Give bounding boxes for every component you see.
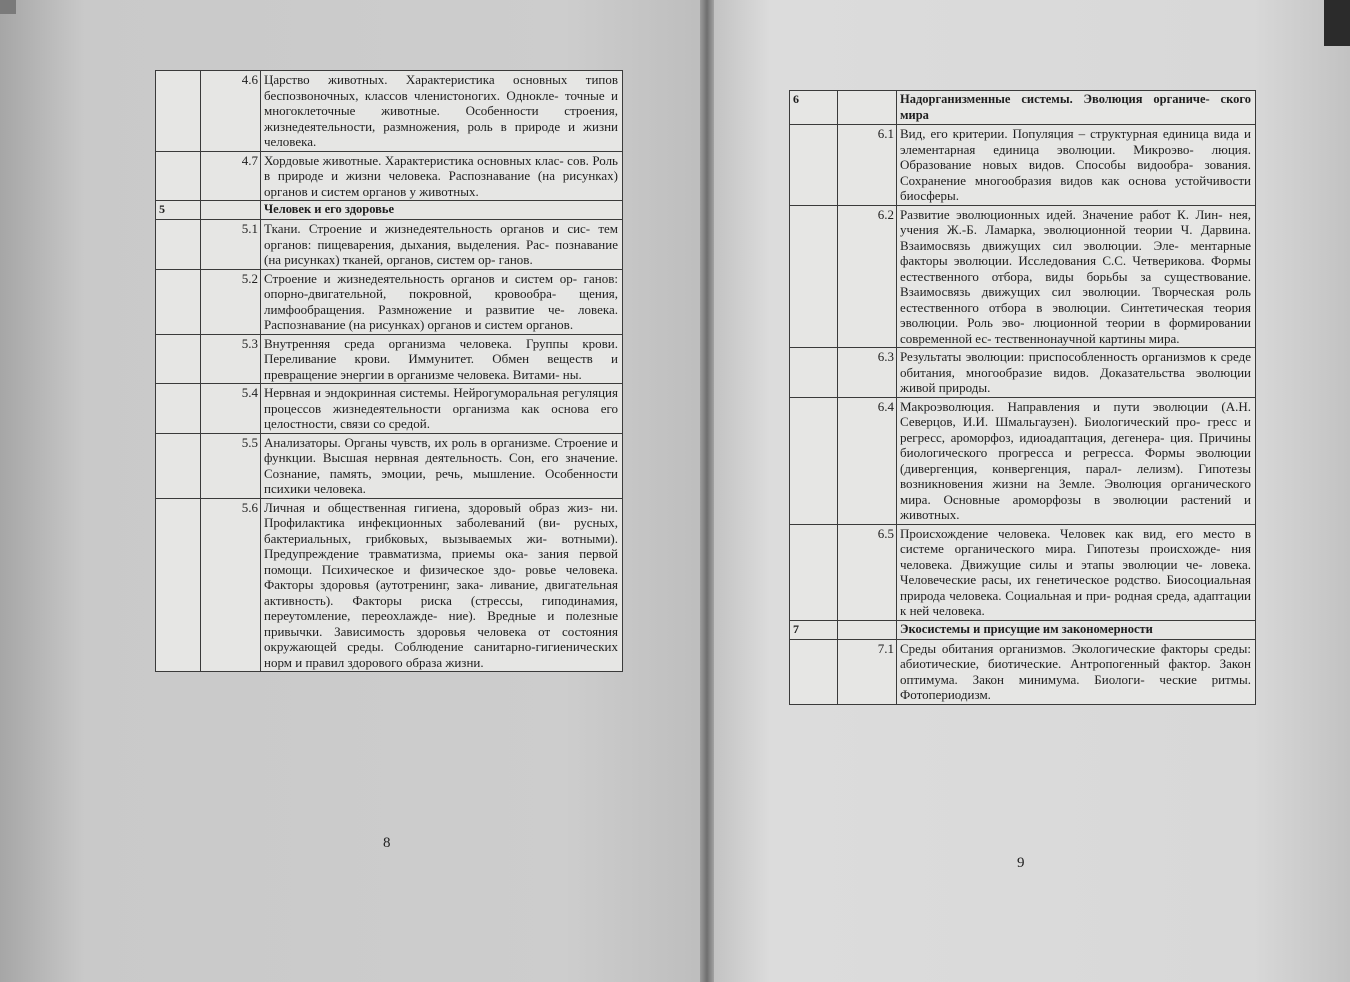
empty-cell bbox=[790, 125, 838, 206]
topic-row bbox=[790, 125, 1256, 206]
topic-number: 6.5 bbox=[838, 524, 897, 620]
empty-cell bbox=[156, 269, 201, 334]
topic-number: 6.3 bbox=[838, 348, 897, 398]
topic-number: 6.4 bbox=[838, 397, 897, 524]
empty-cell bbox=[790, 524, 838, 620]
topic-number: 5.4 bbox=[201, 384, 261, 434]
topic-row bbox=[790, 348, 1256, 398]
topic-number: 4.7 bbox=[201, 151, 261, 201]
topic-number: 6.2 bbox=[838, 205, 897, 348]
topic-text: Царство животных. Характеристика основных типов беспозвоночных, классов членистоногих. Однокле- точные и многоклеточные животные. Особенности строения, жизнедеятельности, размножения, роль в природе и жизни человека. bbox=[261, 71, 623, 152]
topic-row bbox=[156, 433, 623, 498]
topic-number: 5.6 bbox=[201, 498, 261, 672]
topic-number: 5.2 bbox=[201, 269, 261, 334]
topic-text: Внутренняя среда организма человека. Группы крови. Переливание крови. Иммунитет. Обмен веществ и превращение энергии в организме человека. Витами- ны. bbox=[261, 334, 623, 384]
topic-row bbox=[156, 269, 623, 334]
page-number-left: 8 bbox=[383, 835, 391, 851]
empty-cell bbox=[790, 397, 838, 524]
topic-text: Строение и жизнедеятельность органов и систем ор- ганов: опорно-двигательной, покровной, кровообра- щения, лимфообращения. Размножение и развитие че- ловека. Распознавание (на рисунках) органов и систем органов. bbox=[261, 269, 623, 334]
topic-text: Личная и общественная гигиена, здоровый образ жиз- ни. Профилактика инфекционных заболеваний (ви- русных, бактериальных, грибковых, вызываемых жи- вотными). Предупреждение травматизма, приемы ока- зания первой помощи. Психическое и физическое здо- ровье человека. Факторы здоровья (аутотренинг, зака- ливание, двигательная активность). Факторы риска (стрессы, гиподинамия, переутомление, переохлажде- ние). Вредные и полезные привычки. Зависимость здоровья человека от состояния окружающей среды. Соблюдение санитарно-гигиенических норм и правил здорового образа жизни. bbox=[261, 498, 623, 672]
section-number: 5 bbox=[156, 201, 201, 220]
topic-text: Нервная и эндокринная системы. Нейрогуморальная регуляция процессов жизнедеятельности организма как основа его целостности, связи со средой. bbox=[261, 384, 623, 434]
topic-text: Макроэволюция. Направления и пути эволюции (А.Н. Северцов, И.И. Шмальгаузен). Биологический про- гресс и регресс, ароморфоз, идиоадаптация, дегенера- ция. Причины биологического прогресса и регресса. Формы эволюции (дивергенция, конвергенция, парал- лелизм). Гипотезы возникновения жизни на Земле. Эволюция органического мира. Основные ароморфозы в эволюции растений и животных. bbox=[897, 397, 1256, 524]
topic-number: 6.1 bbox=[838, 125, 897, 206]
topic-row bbox=[790, 205, 1256, 348]
topic-row bbox=[156, 498, 623, 672]
topic-number: 5.1 bbox=[201, 220, 261, 270]
section-title: Человек и его здоровье bbox=[261, 201, 623, 220]
topic-number: 5.5 bbox=[201, 433, 261, 498]
empty-cell bbox=[156, 220, 201, 270]
topic-text: Анализаторы. Органы чувств, их роль в организме. Строение и функции. Высшая нервная деятельность. Сон, его значение. Сознание, память, эмоции, речь, мышление. Особенности психики человека. bbox=[261, 433, 623, 498]
topic-row bbox=[790, 639, 1256, 704]
section-number: 6 bbox=[790, 91, 838, 125]
empty-cell bbox=[156, 498, 201, 672]
left-content-table bbox=[155, 70, 623, 672]
empty-cell bbox=[790, 348, 838, 398]
section-number: 7 bbox=[790, 620, 838, 639]
topic-text: Происхождение человека. Человек как вид, его место в системе органического мира. Гипотезы происхожде- ния человека. Движущие силы и этапы эволюции че- ловека. Человеческие расы, их генетическое родство. Биосоциальная природа человека. Социальная и при- родная среда, адаптации к ней человека. bbox=[897, 524, 1256, 620]
topic-row bbox=[156, 220, 623, 270]
empty-cell bbox=[201, 201, 261, 220]
empty-cell bbox=[156, 334, 201, 384]
scan-corner-mark bbox=[1324, 0, 1350, 46]
empty-cell bbox=[790, 639, 838, 704]
topic-text: Хордовые животные. Характеристика основных клас- сов. Роль в природе и жизни человека. Распознавание (на рисунках) органов и систем органов у животных. bbox=[261, 151, 623, 201]
section-row bbox=[156, 201, 623, 220]
topic-text: Развитие эволюционных идей. Значение работ К. Лин- нея, учения Ж.-Б. Ламарка, эволюционной теории Ч. Дарвина. Взаимосвязь движущих сил эволюции. Эле- ментарные факторы эволюции. Исследования С.С. Четверикова. Формы естественного отбора, виды борьбы за существование. Взаимосвязь движущих сил эволюции. Творческая роль естественного отбора в эволюции. Синтетическая теория эволюции. Роль эво- люционной теории в формировании современной ес- тественнонаучной картины мира. bbox=[897, 205, 1256, 348]
section-row bbox=[790, 620, 1256, 639]
page-number-right: 9 bbox=[1017, 855, 1025, 871]
empty-cell bbox=[790, 205, 838, 348]
empty-cell bbox=[838, 91, 897, 125]
topic-row bbox=[790, 397, 1256, 524]
empty-cell bbox=[156, 71, 201, 152]
topic-number: 7.1 bbox=[838, 639, 897, 704]
topic-number: 5.3 bbox=[201, 334, 261, 384]
section-row bbox=[790, 91, 1256, 125]
right-content-table bbox=[789, 90, 1256, 705]
topic-text: Среды обитания организмов. Экологические факторы среды: абиотические, биотические. Антропогенный фактор. Закон оптимума. Закон минимума. Биологи- ческие ритмы. Фотопериодизм. bbox=[897, 639, 1256, 704]
topic-text: Ткани. Строение и жизнедеятельность органов и сис- тем органов: пищеварения, дыхания, выделения. Рас- познавание (на рисунках) тканей, органов, систем ор- ганов. bbox=[261, 220, 623, 270]
empty-cell bbox=[156, 433, 201, 498]
topic-row bbox=[790, 524, 1256, 620]
topic-text: Вид, его критерии. Популяция – структурная единица вида и элементарная единица эволюции. Микроэво- люция. Образование новых видов. Способы видообра- зования. Сохранение многообразия видов как основа устойчивости биосферы. bbox=[897, 125, 1256, 206]
topic-number: 4.6 bbox=[201, 71, 261, 152]
topic-row bbox=[156, 151, 623, 201]
section-title: Экосистемы и присущие им закономерности bbox=[897, 620, 1256, 639]
empty-cell bbox=[156, 151, 201, 201]
empty-cell bbox=[838, 620, 897, 639]
topic-row bbox=[156, 71, 623, 152]
scan-corner-mark bbox=[0, 0, 16, 14]
topic-row bbox=[156, 334, 623, 384]
book-gutter bbox=[700, 0, 714, 982]
section-title: Надорганизменные системы. Эволюция органиче- ского мира bbox=[897, 91, 1256, 125]
topic-text: Результаты эволюции: приспособленность организмов к среде обитания, многообразие видов. Доказательства эволюции живой природы. bbox=[897, 348, 1256, 398]
empty-cell bbox=[156, 384, 201, 434]
topic-row bbox=[156, 384, 623, 434]
